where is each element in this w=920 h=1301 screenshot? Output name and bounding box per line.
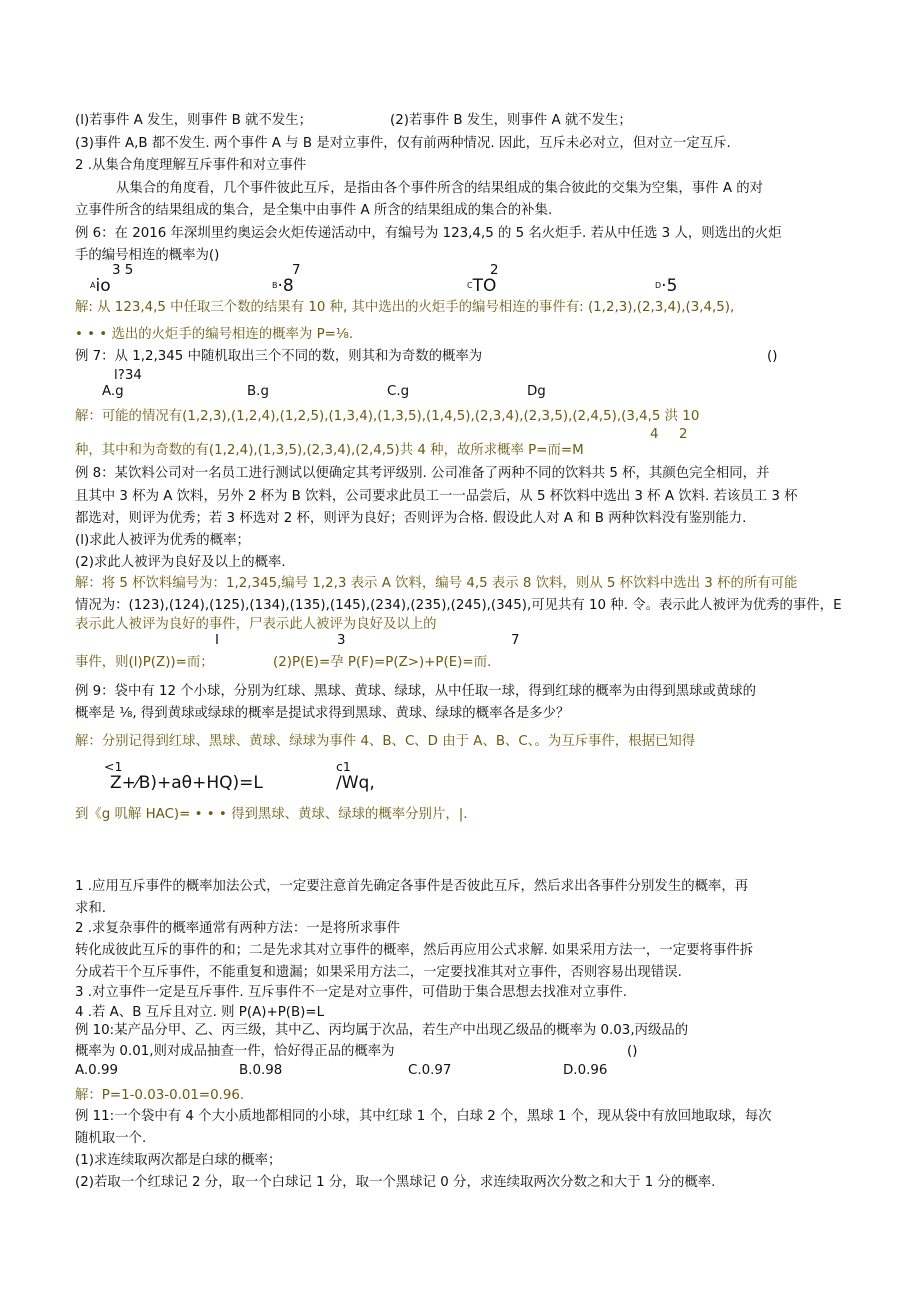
option-c: C.0.97: [408, 1063, 452, 1078]
option-d: Dg: [527, 384, 546, 399]
note-line: 分成若干个互斥事件，不能重复和遗漏；如果采用方法二，一定要找准其对立事件，否则容易出现错误.: [75, 965, 682, 980]
formula: Z+⁄B)+aθ+HQ)=L: [110, 773, 263, 793]
solution-line: 情况为：(123),(124),(125),(134),(135),(145),(234),(235),(245),(345),可见共有 10 种. 令。表示此人被评为优秀的事件，E: [75, 598, 842, 613]
note-line: 求和.: [75, 901, 107, 916]
option-fragment: 2: [490, 263, 499, 278]
fraction-fragment: 4: [650, 427, 659, 442]
formula-fragment: c1: [336, 759, 351, 774]
option-fragment: l?34: [114, 368, 142, 383]
question-line: (1)求连续取两次都是白球的概率；: [75, 1153, 282, 1168]
example-10-line: 概率为 0.01,则对成品抽查一件，恰好得正品的概率为: [75, 1044, 395, 1059]
formula: /Wq,: [336, 773, 375, 793]
solution-line: 事件，则(l)P(Z))=而；: [75, 655, 214, 670]
note-line: 转化成彼此互斥的事件的和；二是先求其对立事件的概率，然后再应用公式求解. 如果采用方法一，一定要将事件拆: [75, 943, 754, 958]
fraction-fragment: 7: [511, 633, 520, 648]
solution-line: 表示此人被评为良好的事件，尸表示此人被评为良好及以上的: [75, 617, 437, 632]
text-line: (3)事件 A,B 都不发生. 两个事件 A 与 B 是对立事件，仅有前两种情况. 因此，互斥未必对立，但对立一定互斥.: [75, 136, 731, 151]
question-line: (2)求此人被评为良好及以上的概率.: [75, 555, 286, 570]
example-6-line: 手的编号相连的概率为(): [75, 248, 220, 263]
note-line: 4 .若 A、B 互斥且对立. 则 P(A)+P(B)=L: [75, 1005, 325, 1020]
example-6-line: 例 6：在 2016 年深圳里约奥运会火炬传递活动中，有编号为 123,4,5 的 5 名火炬手. 若从中任选 3 人，则选出的火炬: [75, 226, 782, 241]
option-b: $^B$·8: [272, 276, 294, 296]
solution-line: 到《g 叽解 HAC)= • • • 得到黑球、黄球、绿球的概率分别片，|.: [75, 807, 468, 822]
option-a: A.0.99: [75, 1063, 118, 1078]
example-11-line: 随机取一个.: [75, 1131, 147, 1146]
option-b: B.g: [247, 384, 269, 399]
solution-line: 解：将 5 杯饮料编号为：1,2,345,编号 1,2,3 表示 A 饮料，编号 4,5 表示 8 饮料，则从 5 杯饮料中选出 3 杯的所有可能: [75, 576, 798, 591]
answer-paren: (): [627, 1044, 638, 1059]
section-heading: 2 .从集合角度理解互斥事件和对立事件: [75, 158, 307, 173]
example-11-line: 例 11:一个袋中有 4 个大小质地都相同的小球，其中红球 1 个，白球 2 个，黑球 1 个，现从袋中有放回地取球，每次: [75, 1109, 772, 1124]
option-fragment: 3 5: [112, 263, 134, 278]
solution-line: 解：可能的情况有(1,2,3),(1,2,4),(1,2,5),(1,3,4),(1,3,5),(1,4,5),(2,3,4),(2,3,5),(2,4,5),(3,4,5 洪 10: [75, 409, 700, 424]
option-c: C.g: [387, 384, 410, 399]
option-c: $^C$TO: [467, 276, 497, 296]
solution-line: 种，其中和为奇数的有(1,2,4),(1,3,5),(2,3,4),(2,4,5)共 4 种，故所求概率 P=而=M: [75, 443, 584, 458]
text-line: (2)若事件 B 发生，则事件 A 就不发生；: [390, 113, 632, 128]
solution-line: 解：P=1-0.03-0.01=0.96.: [75, 1088, 245, 1103]
question-line: (l)求此人被评为优秀的概率；: [75, 533, 250, 548]
answer-paren: (): [767, 349, 778, 364]
example-7-line: 例 7：从 1,2,345 中随机取出三个不同的数，则其和为奇数的概率为: [75, 349, 483, 364]
fraction-fragment: I: [215, 633, 219, 648]
option-a: A.g: [102, 384, 124, 399]
option-fragment: 7: [292, 263, 301, 278]
example-8-line: 例 8：某饮料公司对一名员工进行测试以便确定其考评级别. 公司准备了两种不同的饮料共 5 杯，其颜色完全相同，并: [75, 466, 770, 481]
text-line: 立事件所含的结果组成的集合，是全集中由事件 A 所含的结果组成的集合的补集.: [75, 203, 553, 218]
solution-line: (2)P(E)=孕 P(F)=P(Z>)+P(E)=而.: [273, 655, 492, 670]
option-a: $^A$io: [90, 276, 111, 296]
fraction-fragment: 3: [337, 633, 346, 648]
example-8-line: 且其中 3 杯为 A 饮料，另外 2 杯为 B 饮料，公司要求此员工一一品尝后，从 5 杯饮料中选出 3 杯 A 饮料. 若该员工 3 杯: [75, 489, 798, 504]
example-9-line: 例 9：袋中有 12 个小球，分别为红球、黑球、黄球、绿球，从中任取一球，得到红球的概率为由得到黑球或黄球的: [75, 684, 757, 699]
fraction-fragment: 2: [679, 427, 688, 442]
example-8-line: 都选对，则评为优秀；若 3 杯选对 2 杯，则评为良好；否则评为合格. 假设此人对 A 和 B 两种饮料没有鉴别能力.: [75, 511, 747, 526]
text-line: 从集合的角度看，几个事件彼此互斥，是指由各个事件所含的结果组成的集合彼此的交集为空集，事件 A 的对: [116, 181, 764, 196]
note-line: 3 .对立事件一定是互斥事件. 互斥事件不一定是对立事件，可借助于集合思想去找准对立事件.: [75, 985, 628, 1000]
formula-fragment: <1: [104, 759, 123, 774]
example-10-line: 例 10:某产品分甲、乙、丙三级，其中乙、丙均属于次品，若生产中出现乙级品的概率为 0.03,丙级品的: [75, 1023, 689, 1038]
solution-line: 解：分别记得到红球、黑球、黄球、绿球为事件 4、B、C、D 由于 A、B、C、。为互斥事件，根据已知得: [75, 734, 696, 749]
option-b: B.0.98: [239, 1063, 283, 1078]
option-d: $^D$·5: [655, 276, 678, 296]
note-line: 2 .求复杂事件的概率通常有两种方法：一是将所求事件: [75, 921, 401, 936]
text-line: (l)若事件 A 发生，则事件 B 就不发生；: [75, 113, 313, 128]
solution-line: • • • 选出的火炬手的编号相连的概率为 P=⅛.: [75, 327, 354, 342]
option-d: D.0.96: [563, 1063, 608, 1078]
question-line: (2)若取一个红球记 2 分，取一个白球记 1 分，取一个黑球记 0 分，求连续取两次分数之和大于 1 分的概率.: [75, 1175, 716, 1190]
note-line: 1 .应用互斥事件的概率加法公式，一定要注意首先确定各事件是否彼此互斥，然后求出各事件分别发生的概率，再: [75, 879, 749, 894]
solution-line: 解: 从 123,4,5 中任取三个数的结果有 10 种, 其中选出的火炬手的编号相连的事件有: (1,2,3),(2,3,4),(3,4,5),: [75, 300, 735, 315]
example-9-line: 概率是 ⅛, 得到黄球或绿球的概率是提试求得到黑球、黄球、绿球的概率各是多少？: [75, 706, 570, 721]
